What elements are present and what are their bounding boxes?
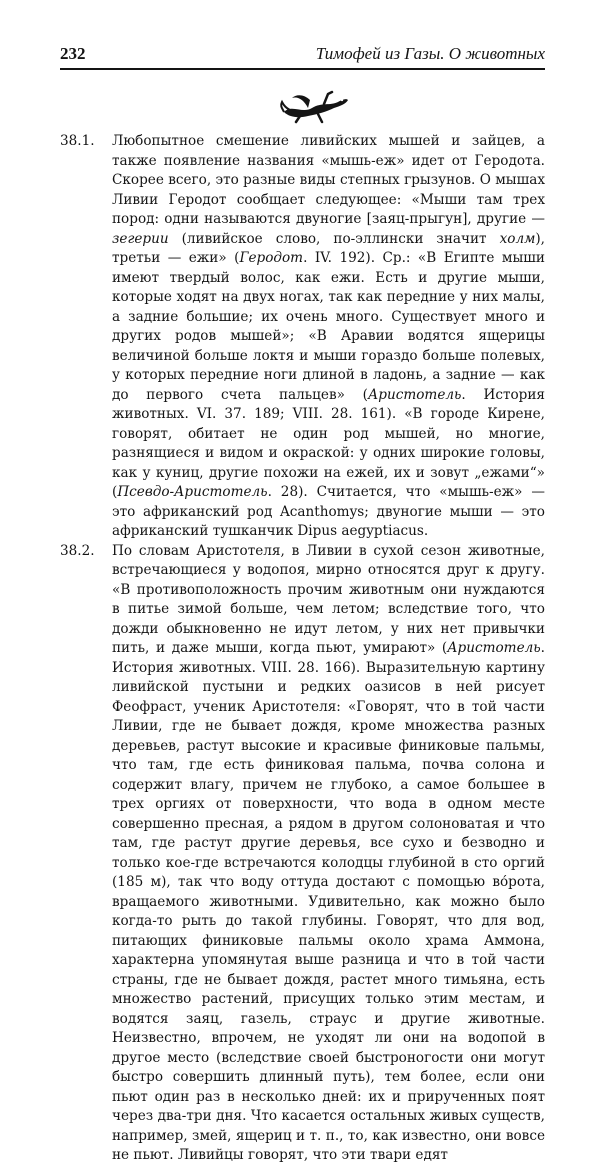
note-number: 38.2. xyxy=(60,542,95,559)
header-rule xyxy=(60,68,545,70)
note-text xyxy=(112,542,545,1166)
italic-text: Аристотель xyxy=(447,640,541,656)
italic-text: Аристотель xyxy=(367,386,462,403)
note-text xyxy=(112,132,545,542)
italic-text: зегерии xyxy=(112,230,169,247)
page-header xyxy=(60,44,545,66)
text-run: . История животных. VI. 37. 189; VIII. 28. 161). «В городе Кирене, говорят, обитает не один род мышей, но многие, разнящиеся и видом и окраской: у одних широкие головы, как у куниц, другие похожи на ежей, их и зовут „ежами“» ( xyxy=(112,386,545,500)
text-run: ), третьи — ежи» ( xyxy=(112,230,545,266)
notes-list xyxy=(60,132,545,1166)
text-run: . IV. 192). Ср.: «В Египте мыши имеют твердый волос, как ежи. Есть и другие мыши, которые ходят на двух ногах, так как передние у них малы, а задние большие; их очень много. Существует много и других родов мышей»; «В Аравии водятся ящерицы величиной больше локтя и мыши гораздо больше полевых, у которых передние ноги длиной в ладонь, а задние — как до первого счета пальцев» ( xyxy=(112,250,545,403)
text-run: Любопытное смешение ливийских мышей и зайцев, а также появление названия «мышь-еж» идет от Геродота. Скорее всего, это разные виды степных грызунов. О мышах Ливии Геродот сообщает следующее: «Мыши там трех пород: одни называются двуногие [заяц-прыгун], другие — xyxy=(112,133,545,227)
italic-text: Псевдо-Аристотель xyxy=(117,484,268,500)
text-run: По словам Аристотеля, в Ливии в сухой сезон животные, встречающиеся у водопоя, мирно относятся друг к другу. «В противоположность прочим животным они нуждаются в питье зимой больше, чем летом; вследствие того, что дожди обыкновенно не идут летом, у них нет привычки пить, и даже мыши, когда пьют, умирают» ( xyxy=(112,542,545,656)
text-run: . 28). Считается, что «мышь-еж» — это африканский род Acanthomys; двуногие мыши — это африканский тушканчик Dipus aegyptiacus. xyxy=(112,484,545,539)
italic-text: холм xyxy=(499,230,536,247)
note-number: 38.1. xyxy=(60,133,95,149)
text-run: . История животных. VIII. 28. 166). Выразительную картину ливийской пустыни и редких оазисов в ней рисует Феофраст, ученик Аристотеля: «Говорят, что в той части Ливии, где не бывает дождя, кроме множества разных деревьев, растут высокие и красивые финиковые пальмы, что там, где есть финиковая пальма, почва солона и содержит влагу, причем не глубоко, а самое большее в трех оргиях от поверхности, что вода в одном месте совершенно пресная, а рядом в другом солоноватая и что там, где растут другие деревья, все сухо и безводно и только кое-где встречаются колодцы глубиной в сто оргий (185 м), так что воду оттуда достают с помощью во́рота, вращаемого животными. Удивительно, как можно было когда-то рыть до такой глубины. Говорят, что для вод, питающих финиковые пальмы около храма Аммона, характерна упомянутая выше разница и что в той части страны, где не бывает дождя, растет много тимьяна, есть множество растений, присущих только этим местам, и водятся заяц, газель, страус и другие животные. Неизвестно, впрочем, не уходят ли они на водопой в другое место (вследствие своей быстроногости они могут быстро совершить длинный путь), тем более, если они пьют один раз в несколько дней: их и прирученных поят через два-три дня. Что касается остальных живых существ, например, змей, ящериц и т. п., то, как известно, они вовсе не пьют. Ливийцы говорят, что эти твари едят xyxy=(112,640,545,1163)
running-title: Тимофей из Газы. О животных xyxy=(315,44,545,63)
page-number: 232 xyxy=(60,44,86,63)
italic-text: Геродот xyxy=(239,250,304,266)
text-run: (ливийское слово, по-эллински значит xyxy=(168,230,500,247)
lizard-ornament-icon xyxy=(278,84,350,124)
note-38-2 xyxy=(60,542,545,1166)
note-38-1 xyxy=(60,132,545,542)
